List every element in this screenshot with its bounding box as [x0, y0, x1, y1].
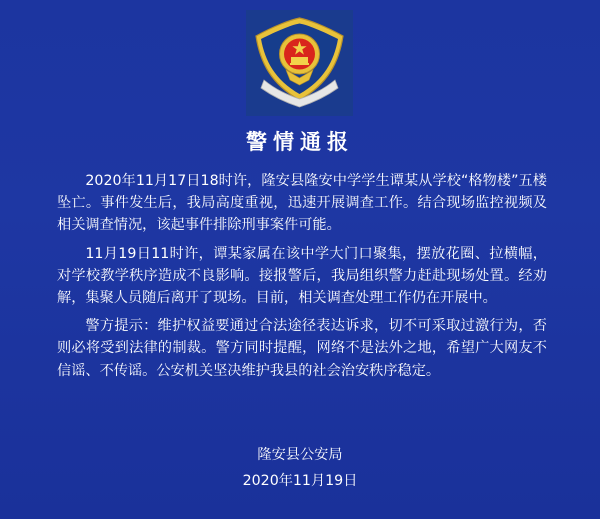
- notice-paragraph: 11月19日11时许，谭某家属在该中学大门口聚集，摆放花圈、拉横幅，对学校教学秩序造成不良影响。接报警后，我局组织警力赶赴现场处置。经劝解，集聚人员随后离开了现场。目前，相关调查处理工作仍在开展中。: [57, 245, 547, 307]
- signature-organization: 隆安县公安局: [257, 447, 343, 463]
- notice-paragraph: 2020年11月17日18时许，隆安县隆安中学学生谭某从学校“格物楼”五楼坠亡。事件发生后，我局高度重视，迅速开展调查工作。结合现场监控视频及相关调查情况，该起事件排除刑事案件可能。: [57, 173, 547, 234]
- police-emblem-icon: [246, 10, 353, 116]
- notice-body: [57, 170, 547, 382]
- notice-title: 警情通报: [246, 130, 354, 154]
- notice-paragraph: 警方提示：维护权益要通过合法途径表达诉求，切不可采取过激行为，否则必将受到法律的制裁。警方同时提醒，网络不是法外之地，希望广大网友不信谣、不传谣。公安机关坚决维护我县的社会治安秩序稳定。: [57, 318, 547, 379]
- signature-date: 2020年11月19日: [242, 473, 358, 489]
